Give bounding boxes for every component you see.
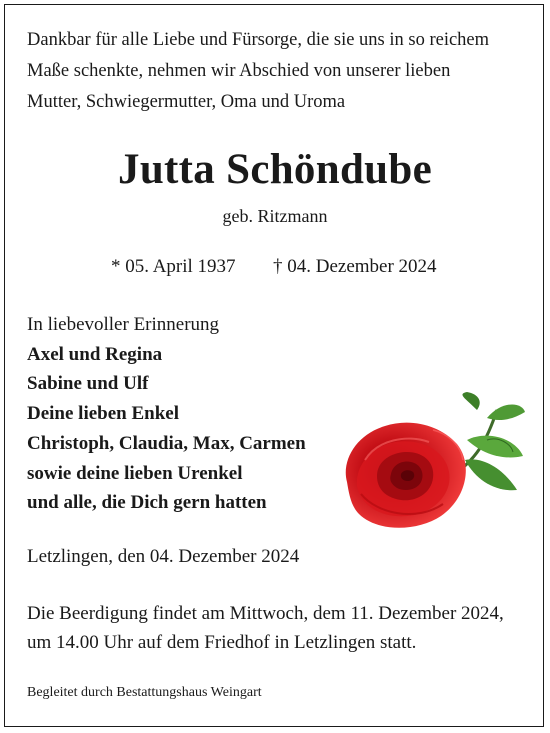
mourner-entry: Sabine und Ulf xyxy=(27,373,149,395)
death-date: † 04. Dezember 2024 xyxy=(273,256,437,277)
funeral-line: um 14.00 Uhr auf dem Friedhof in Letzlingen statt. xyxy=(27,632,417,653)
obituary-notice xyxy=(4,4,544,727)
intro-text xyxy=(27,25,523,118)
place-and-date: Letzlingen, den 04. Dezember 2024 xyxy=(27,546,300,567)
mourners-heading: In liebevoller Erinnerung xyxy=(27,314,220,335)
birth-name: geb. Ritzmann xyxy=(222,206,328,226)
undertaker-credit: Begleitet durch Bestattungshaus Weingart xyxy=(27,685,262,700)
mourner-entry: sowie deine lieben Urenkel xyxy=(27,462,243,484)
mourner-entry: Axel und Regina xyxy=(27,343,163,365)
intro-line: Mutter, Schwiegermutter, Oma und Uroma xyxy=(27,92,346,112)
birth-date: * 05. April 1937 xyxy=(111,256,236,277)
mourners-list xyxy=(27,310,306,518)
mourner-entry: Deine lieben Enkel xyxy=(27,403,180,425)
funeral-info xyxy=(27,599,529,657)
deceased-name: Jutta Schöndube xyxy=(118,146,432,193)
mourner-entry: und alle, die Dich gern hatten xyxy=(27,492,267,514)
intro-line: Dankbar für alle Liebe und Fürsorge, die sie uns in so reichem xyxy=(27,30,490,50)
funeral-line: Die Beerdigung findet am Mittwoch, dem 11. Dezember 2024, xyxy=(27,603,504,624)
intro-line: Maße schenkte, nehmen wir Abschied von unserer lieben xyxy=(27,61,451,81)
mourner-entry: Christoph, Claudia, Max, Carmen xyxy=(27,432,306,454)
red-rose-icon xyxy=(337,390,527,535)
